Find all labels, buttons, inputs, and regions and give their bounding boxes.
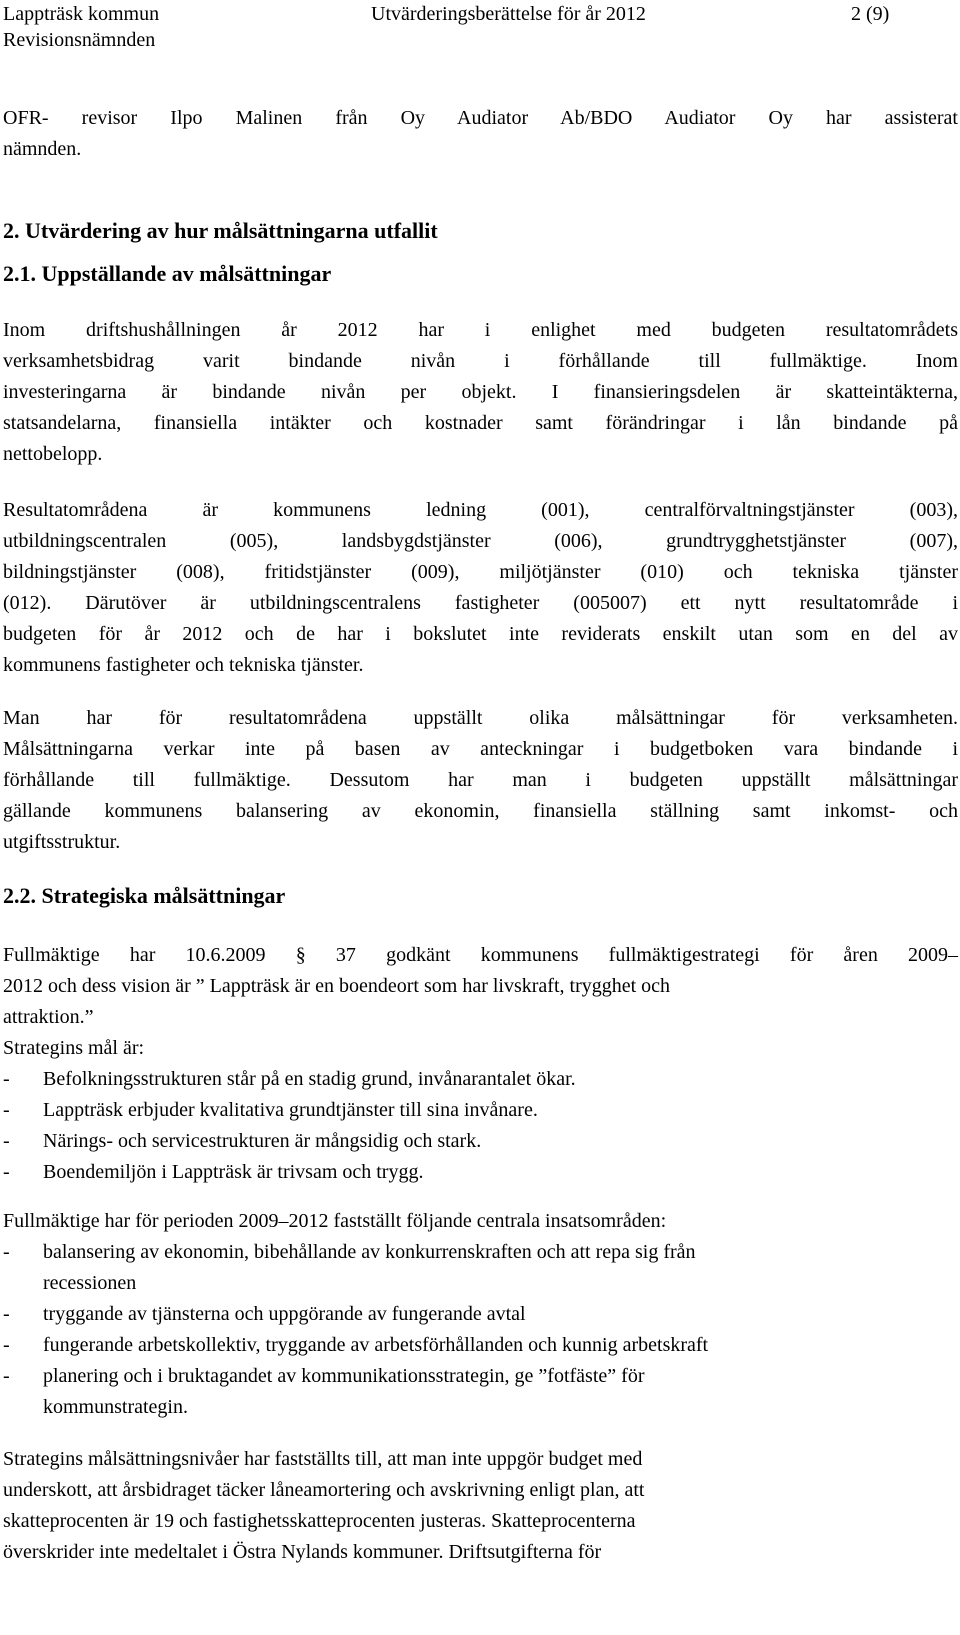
- paragraph-line: Strategins målsättningsnivåer har fastställts till, att man inte uppgör budget med: [3, 1448, 643, 1470]
- list-item: [3, 1237, 958, 1268]
- dash-bullet: -: [3, 1303, 10, 1325]
- paragraph: [3, 1206, 958, 1423]
- list-item-text: tryggande av tjänsterna och uppgörande av fungerande avtal: [43, 1303, 526, 1325]
- paragraph-line: kommunens fastigheter och tekniska tjänster.: [3, 654, 364, 676]
- paragraph-line: förhållande till fullmäktige. Dessutom har man i budgeten uppställt målsättningar: [3, 769, 958, 791]
- paragraph-line: OFR- revisor Ilpo Malinen från Oy Audiator Ab/BDO Audiator Oy har assisterat: [3, 107, 958, 129]
- dash-bullet: -: [3, 1365, 10, 1387]
- list-item-text: balansering av ekonomin, bibehållande av konkurrenskraften och att repa sig från: [43, 1241, 696, 1263]
- paragraph-line: verksamhetsbidrag varit bindande nivån i förhållande till fullmäktige. Inom: [3, 350, 958, 372]
- section-heading: 2. Utvärdering av hur målsättningarna utfallit: [3, 218, 438, 243]
- paragraph-line: Målsättningarna verkar inte på basen av anteckningar i budgetboken vara bindande i: [3, 738, 958, 760]
- list-item-text: Närings- och servicestrukturen är mångsidig och stark.: [43, 1130, 482, 1152]
- paragraph: [3, 315, 958, 470]
- paragraph-line: budgeten för år 2012 och de har i bokslutet inte reviderats enskilt utan som en del av: [3, 623, 958, 645]
- header-organization: Lappträsk kommun: [3, 3, 160, 25]
- subsection-heading: 2.2. Strategiska målsättningar: [3, 883, 286, 908]
- paragraph-line: 2012 och dess vision är ” Lappträsk är en boendeort som har livskraft, trygghet och: [3, 975, 671, 997]
- list-item: [3, 1157, 958, 1188]
- paragraph: [3, 495, 958, 681]
- paragraph-line: (012). Därutöver är utbildningscentralens fastigheter (005007) ett nytt resultatområde i: [3, 592, 958, 614]
- list-item-continuation: recessionen: [43, 1272, 137, 1294]
- paragraph-line: bildningstjänster (008), fritidstjänster (009), miljötjänster (010) och tekniska tjänster: [3, 561, 958, 583]
- list-item-text: fungerande arbetskollektiv, tryggande av arbetsförhållanden och kunnig arbetskraft: [43, 1334, 709, 1356]
- paragraph-line: Man har för resultatområdena uppställt olika målsättningar för verksamheten.: [3, 707, 958, 729]
- areas-intro: Fullmäktige har för perioden 2009–2012 fastställt följande centrala insatsområden:: [3, 1210, 667, 1232]
- list-item: [3, 1361, 958, 1392]
- paragraph: [3, 1444, 958, 1568]
- header-department: Revisionsnämnden: [3, 29, 156, 51]
- dash-bullet: -: [3, 1099, 10, 1121]
- list-item-continuation: kommunstrategin.: [43, 1396, 188, 1418]
- paragraph-line: nettobelopp.: [3, 443, 103, 465]
- dash-bullet: -: [3, 1161, 10, 1183]
- paragraph-line: skatteprocenten är 19 och fastighetsskatteprocenten justeras. Skatteprocenterna: [3, 1510, 636, 1532]
- paragraph-line: statsandelarna, finansiella intäkter och kostnader samt förändringar i lån bindande på: [3, 412, 958, 434]
- paragraph-line: utbildningscentralen (005), landsbygdstjänster (006), grundtrygghetstjänster (007),: [3, 530, 958, 552]
- paragraph-line: nämnden.: [3, 138, 82, 160]
- paragraph-line: utgiftsstruktur.: [3, 831, 121, 853]
- paragraph: [3, 703, 958, 858]
- list-item-text: Lappträsk erbjuder kvalitativa grundtjänster till sina invånare.: [43, 1099, 538, 1121]
- list-item: [3, 1064, 958, 1095]
- paragraph-line: investeringarna är bindande nivån per objekt. I finansieringsdelen är skatteintäkterna,: [3, 381, 958, 403]
- list-item-text: Boendemiljön i Lappträsk är trivsam och trygg.: [43, 1161, 424, 1183]
- list-item-text: planering och i bruktagandet av kommunikationsstrategin, ge ”fotfäste” för: [43, 1365, 645, 1387]
- dash-bullet: -: [3, 1130, 10, 1152]
- paragraph-line: attraktion.”: [3, 1006, 94, 1028]
- paragraph: [3, 940, 958, 1188]
- header-document-title: Utvärderingsberättelse för år 2012: [371, 3, 646, 25]
- header-page-number: 2 (9): [851, 3, 890, 25]
- dash-bullet: -: [3, 1241, 10, 1263]
- dash-bullet: -: [3, 1068, 10, 1090]
- intro-paragraph: [3, 103, 958, 165]
- paragraph-line: Inom driftshushållningen år 2012 har i enlighet med budgeten resultatområdets: [3, 319, 958, 341]
- list-item: [3, 1330, 958, 1361]
- list-item: [3, 1126, 958, 1157]
- dash-bullet: -: [3, 1334, 10, 1356]
- paragraph-line: Resultatområdena är kommunens ledning (001), centralförvaltningstjänster (003),: [3, 499, 958, 521]
- subsection-heading: 2.1. Uppställande av målsättningar: [3, 261, 332, 286]
- goals-intro: Strategins mål är:: [3, 1037, 145, 1059]
- list-item: [3, 1299, 958, 1330]
- paragraph-line: överskrider inte medeltalet i Östra Nylands kommuner. Driftsutgifterna för: [3, 1541, 602, 1563]
- paragraph-line: Fullmäktige har 10.6.2009 § 37 godkänt kommunens fullmäktigestrategi för åren 2009–: [3, 944, 958, 966]
- paragraph-line: underskott, att årsbidraget täcker låneamortering och avskrivning enligt plan, att: [3, 1479, 645, 1501]
- list-item: [3, 1095, 958, 1126]
- list-item-text: Befolkningsstrukturen står på en stadig grund, invånarantalet ökar.: [43, 1068, 576, 1090]
- paragraph-line: gällande kommunens balansering av ekonomin, finansiella ställning samt inkomst- och: [3, 800, 958, 822]
